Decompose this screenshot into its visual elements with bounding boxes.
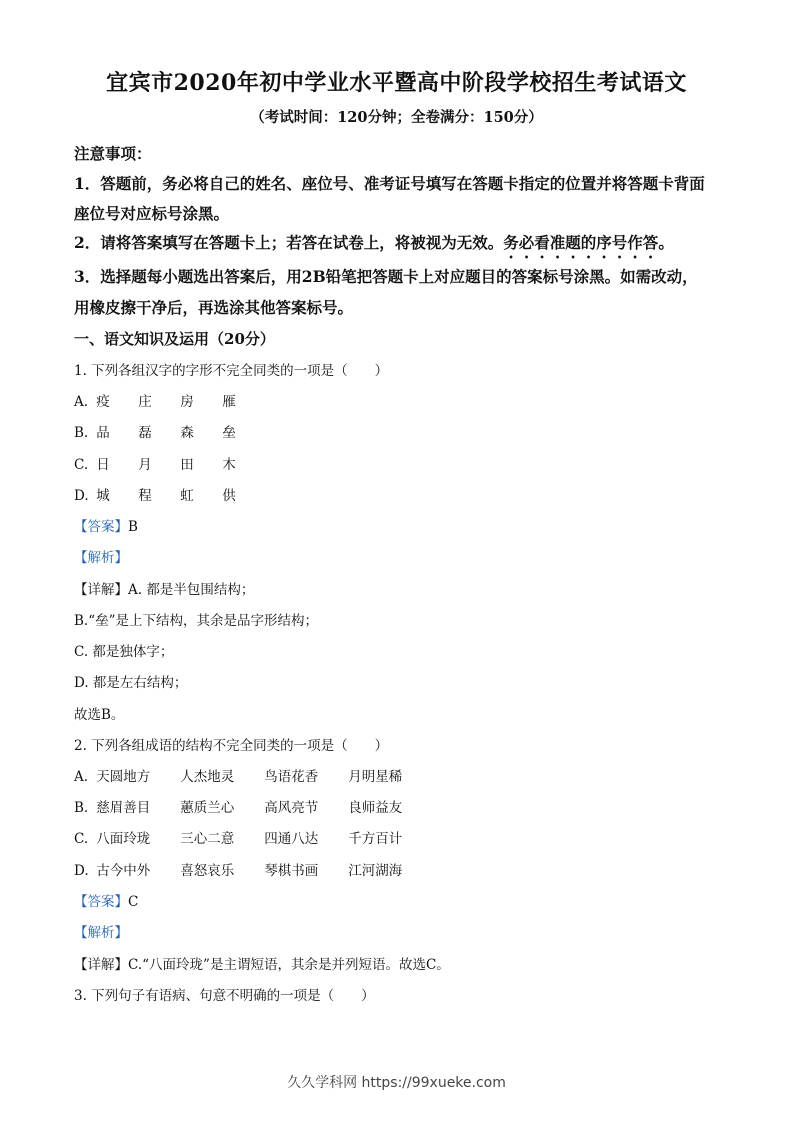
q2-option-b — [74, 796, 432, 816]
option-char: 月 — [138, 457, 152, 473]
option-letter: B. — [74, 800, 89, 816]
idiom: 琴棋书画 — [264, 863, 319, 879]
option-letter: B. — [74, 425, 89, 441]
idiom: 八面玲珑 — [96, 831, 151, 847]
q2-analysis-tag: 【解析】 — [74, 925, 128, 941]
idiom: 高风亮节 — [264, 800, 319, 816]
idiom: 江河湖海 — [348, 863, 403, 879]
q1-detail-line: C. 都是独体字； — [74, 644, 174, 660]
q1-analysis-tag: 【解析】 — [74, 550, 128, 566]
notice-item-3-line-1: 3．选择题每小题选出答案后，用2B铅笔把答题卡上对应题目的答案标号涂黑。如需改动， — [74, 267, 698, 286]
option-char: 日 — [96, 457, 110, 473]
option-char: 虹 — [180, 488, 194, 504]
q2-option-d — [74, 859, 432, 879]
option-letter: C. — [74, 831, 89, 847]
idiom: 三心二意 — [180, 831, 235, 847]
option-letter: A. — [74, 394, 89, 410]
notice-item-1-line-2: 座位号对应标号涂黑。 — [74, 204, 230, 223]
q2-option-c — [74, 827, 432, 847]
q2-detail: 【详解】C.“八面玲珑”是主谓短语，其余是并列短语。故选C。 — [74, 957, 450, 973]
q1-detail-line: 【详解】A. 都是半包围结构； — [74, 582, 255, 598]
notice-item-2-end: 。 — [658, 233, 674, 252]
idiom: 古今中外 — [96, 863, 151, 879]
notice-item-3-line-2: 用橡皮擦干净后，再选涂其他答案标号。 — [74, 298, 354, 317]
idiom: 良师益友 — [348, 800, 403, 816]
idiom: 喜怒哀乐 — [180, 863, 235, 879]
option-letter: D. — [74, 488, 89, 504]
q1-option-a — [74, 390, 264, 410]
q1-detail-line: B.“垒”是上下结构，其余是品字形结构； — [74, 613, 319, 629]
q2-stem: 2. 下列各组成语的结构不完全同类的一项是（ ） — [74, 738, 389, 754]
option-char: 房 — [180, 394, 194, 410]
idiom: 人杰地灵 — [180, 769, 235, 785]
option-char: 程 — [138, 488, 152, 504]
idiom: 鸟语花香 — [264, 769, 319, 785]
option-char: 木 — [222, 457, 236, 473]
q1-option-b — [74, 421, 264, 441]
option-letter: A. — [74, 769, 89, 785]
q1-option-c — [74, 453, 264, 473]
option-char: 庄 — [138, 394, 152, 410]
q2-option-a — [74, 765, 432, 785]
q1-option-d — [74, 484, 264, 504]
q2-answer — [74, 890, 138, 910]
q3-stem: 3. 下列句子有语病、句意不明确的一项是（ ） — [74, 988, 375, 1004]
option-char: 品 — [96, 425, 110, 441]
option-char: 疫 — [96, 394, 110, 410]
section-1-heading: 一、语文知识及运用（20分） — [74, 330, 275, 348]
page-title: 宜宾市2020年初中学业水平暨高中阶段学校招生考试语文 — [106, 70, 687, 96]
option-char: 磊 — [138, 425, 152, 441]
option-letter: C. — [74, 457, 89, 473]
q1-stem: 1. 下列各组汉字的字形不完全同类的一项是（ ） — [74, 363, 389, 379]
idiom: 蕙质兰心 — [180, 800, 235, 816]
option-char: 城 — [96, 488, 110, 504]
answer-value: B — [128, 519, 138, 535]
option-char: 田 — [180, 457, 194, 473]
idiom: 慈眉善目 — [96, 800, 151, 816]
answer-tag: 【答案】 — [74, 894, 128, 910]
option-char: 垒 — [222, 425, 236, 441]
answer-value: C — [128, 894, 139, 910]
option-char: 供 — [222, 488, 236, 504]
option-char: 森 — [180, 425, 194, 441]
answer-tag: 【答案】 — [74, 519, 128, 535]
q1-answer — [74, 515, 138, 535]
q1-detail-line: D. 都是左右结构； — [74, 675, 188, 691]
idiom: 月明星稀 — [348, 769, 403, 785]
notice-item-1-line-1: 1．答题前，务必将自己的姓名、座位号、准考证号填写在答题卡指定的位置并将答题卡背面 — [74, 174, 705, 193]
notice-item-2-text: 2．请将答案填写在答题卡上；若答在试卷上，将被视为无效。 — [74, 233, 504, 252]
option-letter: D. — [74, 863, 89, 879]
q1-conclusion: 故选B。 — [74, 707, 125, 723]
footer-watermark: 久久学科网 https://99xueke.com — [287, 1075, 506, 1091]
option-char: 雁 — [222, 394, 236, 410]
notice-heading: 注意事项： — [74, 144, 152, 163]
notice-item-2 — [74, 231, 674, 262]
notice-item-2-emphasis: 务必看准题的序号作答 — [503, 233, 659, 252]
exam-time-subtitle: （考试时间：120分钟；全卷满分：150分） — [250, 109, 543, 126]
idiom: 四通八达 — [264, 831, 319, 847]
idiom: 天圆地方 — [96, 769, 151, 785]
idiom: 千方百计 — [348, 831, 403, 847]
